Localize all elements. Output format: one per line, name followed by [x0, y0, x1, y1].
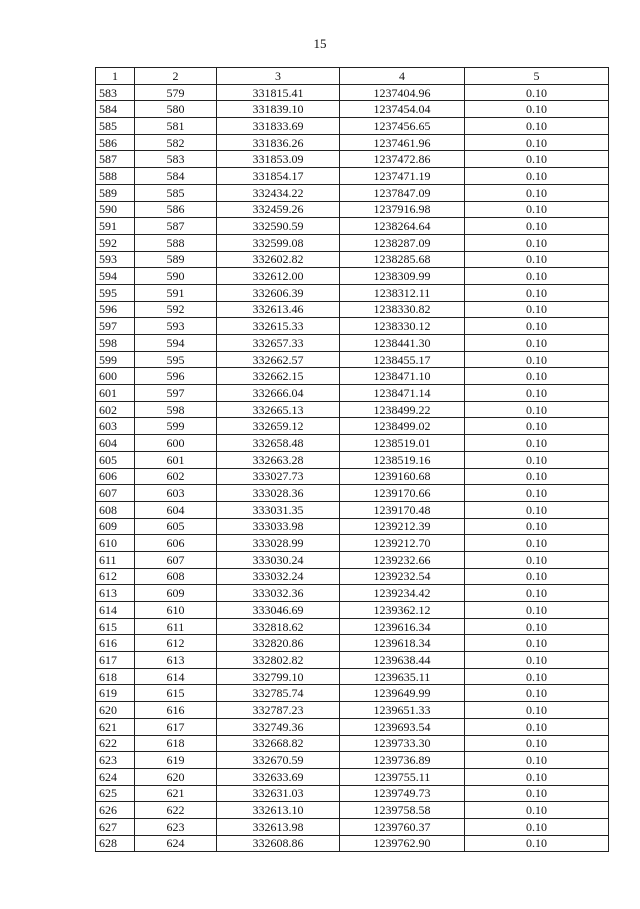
table-cell: 1238471.14 — [340, 385, 465, 402]
table-cell: 606 — [96, 468, 135, 485]
table-row — [96, 218, 609, 235]
table-cell: 607 — [96, 485, 135, 502]
table-cell: 607 — [135, 551, 217, 568]
table-cell: 1239362.12 — [340, 602, 465, 619]
table-cell: 0.10 — [465, 568, 609, 585]
table-cell: 331854.17 — [217, 168, 340, 185]
table-cell: 0.10 — [465, 268, 609, 285]
table-row — [96, 134, 609, 151]
table-cell: 1239649.99 — [340, 685, 465, 702]
table-row — [96, 451, 609, 468]
table-cell: 332613.98 — [217, 818, 340, 835]
table-cell: 0.10 — [465, 118, 609, 135]
table-cell: 0.10 — [465, 435, 609, 452]
table-cell: 588 — [135, 234, 217, 251]
table-row — [96, 368, 609, 385]
table-cell: 1239232.66 — [340, 551, 465, 568]
table-cell: 1239234.42 — [340, 585, 465, 602]
table-cell: 1238499.22 — [340, 401, 465, 418]
table-cell: 1239755.11 — [340, 768, 465, 785]
table-cell: 1239638.44 — [340, 652, 465, 669]
table-cell: 0.10 — [465, 635, 609, 652]
table-cell: 0.10 — [465, 418, 609, 435]
table-cell: 0.10 — [465, 101, 609, 118]
table-cell: 332663.28 — [217, 451, 340, 468]
table-row — [96, 518, 609, 535]
table-cell: 1237456.65 — [340, 118, 465, 135]
table-cell: 1237461.96 — [340, 134, 465, 151]
table-cell: 1238312.11 — [340, 284, 465, 301]
table-cell: 1238455.17 — [340, 351, 465, 368]
table-row — [96, 318, 609, 335]
table-cell: 617 — [135, 718, 217, 735]
table-cell: 625 — [96, 785, 135, 802]
table-cell: 1239693.54 — [340, 718, 465, 735]
table-cell: 0.10 — [465, 752, 609, 769]
table-cell: 620 — [135, 768, 217, 785]
column-header: 4 — [340, 68, 465, 85]
table-row — [96, 685, 609, 702]
table-cell: 1237916.98 — [340, 201, 465, 218]
table-cell: 610 — [96, 535, 135, 552]
table-cell: 597 — [135, 385, 217, 402]
table-row — [96, 301, 609, 318]
table-cell: 1239160.68 — [340, 468, 465, 485]
table-cell: 594 — [96, 268, 135, 285]
table-cell: 332613.10 — [217, 802, 340, 819]
table-row — [96, 101, 609, 118]
table-cell: 1239760.37 — [340, 818, 465, 835]
table-cell: 599 — [96, 351, 135, 368]
table-cell: 1237847.09 — [340, 184, 465, 201]
table-cell: 332787.23 — [217, 702, 340, 719]
table-cell: 332602.82 — [217, 251, 340, 268]
table-cell: 0.10 — [465, 84, 609, 101]
table-cell: 0.10 — [465, 468, 609, 485]
table-cell: 0.10 — [465, 301, 609, 318]
table-cell: 1238330.12 — [340, 318, 465, 335]
table-cell: 332459.26 — [217, 201, 340, 218]
table-cell: 1237472.86 — [340, 151, 465, 168]
table-cell: 0.10 — [465, 485, 609, 502]
table-cell: 332666.04 — [217, 385, 340, 402]
table-cell: 332606.39 — [217, 284, 340, 301]
table-cell: 606 — [135, 535, 217, 552]
table-cell: 1238330.82 — [340, 301, 465, 318]
coordinates-table — [95, 67, 609, 852]
table-cell: 1239651.33 — [340, 702, 465, 719]
table-cell: 1237454.04 — [340, 101, 465, 118]
table-cell: 1238285.68 — [340, 251, 465, 268]
table-row — [96, 635, 609, 652]
table-row — [96, 768, 609, 785]
table-cell: 331839.10 — [217, 101, 340, 118]
table-cell: 1239232.54 — [340, 568, 465, 585]
table-cell: 0.10 — [465, 451, 609, 468]
table-cell: 0.10 — [465, 151, 609, 168]
table-cell: 0.10 — [465, 768, 609, 785]
table-cell: 331836.26 — [217, 134, 340, 151]
table-cell: 623 — [135, 818, 217, 835]
table-cell: 0.10 — [465, 785, 609, 802]
table-row — [96, 652, 609, 669]
table-cell: 1239762.90 — [340, 835, 465, 852]
table-cell: 618 — [96, 668, 135, 685]
table-cell: 332590.59 — [217, 218, 340, 235]
table-cell: 0.10 — [465, 718, 609, 735]
table-cell: 1239635.11 — [340, 668, 465, 685]
table-cell: 1238499.02 — [340, 418, 465, 435]
table-cell: 592 — [135, 301, 217, 318]
table-cell: 585 — [96, 118, 135, 135]
column-header: 5 — [465, 68, 609, 85]
table-cell: 333028.99 — [217, 535, 340, 552]
table-cell: 1237471.19 — [340, 168, 465, 185]
table-cell: 591 — [96, 218, 135, 235]
table-cell: 608 — [96, 501, 135, 518]
table-cell: 0.10 — [465, 802, 609, 819]
table-cell: 0.10 — [465, 318, 609, 335]
table-cell: 610 — [135, 602, 217, 619]
table-cell: 1238287.09 — [340, 234, 465, 251]
table-header — [96, 68, 609, 85]
table-cell: 616 — [135, 702, 217, 719]
table-cell: 583 — [135, 151, 217, 168]
table-cell: 333032.36 — [217, 585, 340, 602]
table-cell: 594 — [135, 335, 217, 352]
table-cell: 332785.74 — [217, 685, 340, 702]
table-cell: 592 — [96, 234, 135, 251]
table-cell: 333028.36 — [217, 485, 340, 502]
column-header: 3 — [217, 68, 340, 85]
table-row — [96, 568, 609, 585]
table-cell: 1239618.34 — [340, 635, 465, 652]
table-cell: 587 — [135, 218, 217, 235]
table-cell: 605 — [96, 451, 135, 468]
table-row — [96, 118, 609, 135]
table-row — [96, 168, 609, 185]
table-cell: 0.10 — [465, 368, 609, 385]
table-cell: 1238309.99 — [340, 268, 465, 285]
table-cell: 615 — [135, 685, 217, 702]
table-cell: 593 — [135, 318, 217, 335]
table-row — [96, 284, 609, 301]
table-cell: 0.10 — [465, 184, 609, 201]
table-cell: 0.10 — [465, 818, 609, 835]
table-cell: 0.10 — [465, 652, 609, 669]
table-cell: 1239212.39 — [340, 518, 465, 535]
table-cell: 333046.69 — [217, 602, 340, 619]
table-cell: 604 — [96, 435, 135, 452]
table-row — [96, 752, 609, 769]
table-cell: 332633.69 — [217, 768, 340, 785]
table-cell: 587 — [96, 151, 135, 168]
table-cell: 598 — [96, 335, 135, 352]
table-cell: 0.10 — [465, 835, 609, 852]
table-cell: 615 — [96, 618, 135, 635]
table-row — [96, 251, 609, 268]
table-cell: 332802.82 — [217, 652, 340, 669]
table-cell: 605 — [135, 518, 217, 535]
table-row — [96, 551, 609, 568]
table-cell: 331833.69 — [217, 118, 340, 135]
table-cell: 0.10 — [465, 251, 609, 268]
table-cell: 626 — [96, 802, 135, 819]
table-cell: 1239170.48 — [340, 501, 465, 518]
table-cell: 332658.48 — [217, 435, 340, 452]
table-cell: 0.10 — [465, 585, 609, 602]
table-cell: 612 — [135, 635, 217, 652]
table-cell: 332820.86 — [217, 635, 340, 652]
table-cell: 0.10 — [465, 134, 609, 151]
table-cell: 600 — [96, 368, 135, 385]
table-row — [96, 201, 609, 218]
table-row — [96, 418, 609, 435]
table-cell: 582 — [135, 134, 217, 151]
table-cell: 1239616.34 — [340, 618, 465, 635]
table-row — [96, 234, 609, 251]
table-row — [96, 818, 609, 835]
table-row — [96, 268, 609, 285]
table-cell: 579 — [135, 84, 217, 101]
table-row — [96, 585, 609, 602]
table-cell: 332434.22 — [217, 184, 340, 201]
table-cell: 1238519.01 — [340, 435, 465, 452]
table-cell: 0.10 — [465, 685, 609, 702]
table-row — [96, 668, 609, 685]
table-cell: 0.10 — [465, 234, 609, 251]
table-cell: 1238519.16 — [340, 451, 465, 468]
table-cell: 0.10 — [465, 618, 609, 635]
table-cell: 595 — [135, 351, 217, 368]
table-row — [96, 485, 609, 502]
table-cell: 332662.15 — [217, 368, 340, 385]
table-cell: 590 — [135, 268, 217, 285]
table-cell: 595 — [96, 284, 135, 301]
table-cell: 0.10 — [465, 385, 609, 402]
table-cell: 614 — [135, 668, 217, 685]
table-cell: 598 — [135, 401, 217, 418]
table-row — [96, 802, 609, 819]
table-cell: 620 — [96, 702, 135, 719]
table-cell: 333033.98 — [217, 518, 340, 535]
table-cell: 0.10 — [465, 735, 609, 752]
table-cell: 331853.09 — [217, 151, 340, 168]
table-cell: 1239212.70 — [340, 535, 465, 552]
table-row — [96, 735, 609, 752]
table-cell: 613 — [96, 585, 135, 602]
table-cell: 622 — [135, 802, 217, 819]
table-cell: 614 — [96, 602, 135, 619]
table-cell: 332613.46 — [217, 301, 340, 318]
table-cell: 332670.59 — [217, 752, 340, 769]
table-row — [96, 501, 609, 518]
table-cell: 332599.08 — [217, 234, 340, 251]
table-cell: 619 — [135, 752, 217, 769]
table-cell: 0.10 — [465, 201, 609, 218]
table-cell: 0.10 — [465, 351, 609, 368]
table-cell: 599 — [135, 418, 217, 435]
table-cell: 0.10 — [465, 168, 609, 185]
table-cell: 332818.62 — [217, 618, 340, 635]
table-row — [96, 335, 609, 352]
table-cell: 609 — [96, 518, 135, 535]
table-cell: 1239733.30 — [340, 735, 465, 752]
table-cell: 588 — [96, 168, 135, 185]
table-cell: 627 — [96, 818, 135, 835]
table-cell: 332799.10 — [217, 668, 340, 685]
table-cell: 1239758.58 — [340, 802, 465, 819]
table-row — [96, 835, 609, 852]
table-cell: 617 — [96, 652, 135, 669]
table-cell: 333027.73 — [217, 468, 340, 485]
table-cell: 332657.33 — [217, 335, 340, 352]
table-cell: 590 — [96, 201, 135, 218]
table-cell: 0.10 — [465, 284, 609, 301]
table-cell: 0.10 — [465, 551, 609, 568]
table-cell: 331815.41 — [217, 84, 340, 101]
table-cell: 604 — [135, 501, 217, 518]
table-cell: 583 — [96, 84, 135, 101]
table-cell: 0.10 — [465, 702, 609, 719]
table-row — [96, 184, 609, 201]
table-cell: 624 — [135, 835, 217, 852]
table-cell: 332665.13 — [217, 401, 340, 418]
table-cell: 1239736.89 — [340, 752, 465, 769]
table-cell: 1239170.66 — [340, 485, 465, 502]
table-cell: 586 — [135, 201, 217, 218]
header-row — [96, 68, 609, 85]
table-row — [96, 351, 609, 368]
table-cell: 332668.82 — [217, 735, 340, 752]
table-cell: 580 — [135, 101, 217, 118]
table-cell: 1237404.96 — [340, 84, 465, 101]
table-row — [96, 401, 609, 418]
table-cell: 333030.24 — [217, 551, 340, 568]
table-cell: 333032.24 — [217, 568, 340, 585]
table-row — [96, 535, 609, 552]
table-cell: 333031.35 — [217, 501, 340, 518]
table-cell: 608 — [135, 568, 217, 585]
table-row — [96, 702, 609, 719]
table-cell: 589 — [96, 184, 135, 201]
table-cell: 603 — [135, 485, 217, 502]
table-cell: 1238441.30 — [340, 335, 465, 352]
page-number: 15 — [313, 36, 327, 51]
table-cell: 0.10 — [465, 668, 609, 685]
table-row — [96, 468, 609, 485]
table-cell: 0.10 — [465, 535, 609, 552]
table-cell: 597 — [96, 318, 135, 335]
table-cell: 596 — [135, 368, 217, 385]
table-cell: 601 — [135, 451, 217, 468]
table-cell: 600 — [135, 435, 217, 452]
table-cell: 332631.03 — [217, 785, 340, 802]
table-cell: 613 — [135, 652, 217, 669]
table-cell: 584 — [135, 168, 217, 185]
table-cell: 0.10 — [465, 602, 609, 619]
table-cell: 616 — [96, 635, 135, 652]
table-row — [96, 718, 609, 735]
table-cell: 586 — [96, 134, 135, 151]
table-cell: 624 — [96, 768, 135, 785]
table-cell: 1239749.73 — [340, 785, 465, 802]
table-cell: 332749.36 — [217, 718, 340, 735]
table-row — [96, 602, 609, 619]
table-cell: 602 — [135, 468, 217, 485]
table-row — [96, 618, 609, 635]
table-row — [96, 385, 609, 402]
table-cell: 618 — [135, 735, 217, 752]
table-cell: 0.10 — [465, 501, 609, 518]
table-row — [96, 785, 609, 802]
table-cell: 1238264.64 — [340, 218, 465, 235]
table-cell: 621 — [96, 718, 135, 735]
table-cell: 612 — [96, 568, 135, 585]
table-cell: 332659.12 — [217, 418, 340, 435]
table-cell: 332608.86 — [217, 835, 340, 852]
table-body — [96, 84, 609, 852]
table-cell: 623 — [96, 752, 135, 769]
table-cell: 591 — [135, 284, 217, 301]
table-cell: 621 — [135, 785, 217, 802]
table-cell: 585 — [135, 184, 217, 201]
table-cell: 332615.33 — [217, 318, 340, 335]
table-row — [96, 151, 609, 168]
table-cell: 611 — [96, 551, 135, 568]
table-cell: 589 — [135, 251, 217, 268]
table-cell: 603 — [96, 418, 135, 435]
table-cell: 596 — [96, 301, 135, 318]
table-cell: 611 — [135, 618, 217, 635]
table-cell: 0.10 — [465, 401, 609, 418]
table-cell: 0.10 — [465, 218, 609, 235]
table-cell: 584 — [96, 101, 135, 118]
table-row — [96, 435, 609, 452]
table-cell: 593 — [96, 251, 135, 268]
table-cell: 619 — [96, 685, 135, 702]
table-cell: 609 — [135, 585, 217, 602]
table-cell: 601 — [96, 385, 135, 402]
table-cell: 332612.00 — [217, 268, 340, 285]
table-cell: 1238471.10 — [340, 368, 465, 385]
column-header: 2 — [135, 68, 217, 85]
table-cell: 628 — [96, 835, 135, 852]
table-cell: 0.10 — [465, 518, 609, 535]
table-row — [96, 84, 609, 101]
table-cell: 0.10 — [465, 335, 609, 352]
table-cell: 581 — [135, 118, 217, 135]
column-header: 1 — [96, 68, 135, 85]
table-cell: 332662.57 — [217, 351, 340, 368]
table-cell: 622 — [96, 735, 135, 752]
table-cell: 602 — [96, 401, 135, 418]
